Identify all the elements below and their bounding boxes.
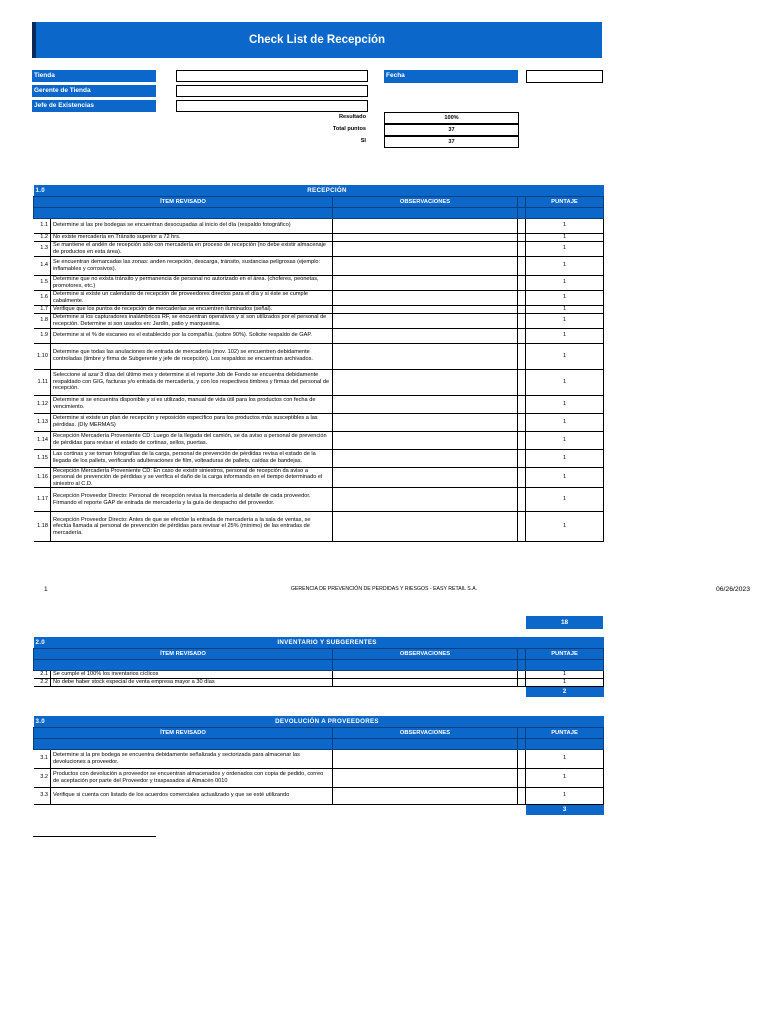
- observation-cell[interactable]: [333, 290, 518, 305]
- spacer-cell: [518, 313, 526, 328]
- col-item-revisado: ÍTEM REVISADO: [34, 648, 333, 659]
- score-cell[interactable]: 1: [526, 290, 604, 305]
- table-row: [34, 313, 604, 328]
- col-spacer: [518, 648, 526, 659]
- col-puntaje: PUNTAJE: [526, 648, 604, 659]
- score-cell[interactable]: 1: [526, 305, 604, 313]
- spacer-cell: [518, 233, 526, 241]
- footer-date: 06/26/2023: [715, 586, 750, 593]
- item-text: Verifique si cuenta con listado de los acuerdos comerciales actualizado y que se esté utilizando: [51, 787, 333, 804]
- spacer-cell: [518, 256, 526, 275]
- item-text: Determine si el % de escaneo es el establecido por la compañía. (sobre 90%). Solicite respaldo de GAP.: [51, 328, 333, 343]
- item-text: Determine si existe un plan de recepción y reposición específico para los productos más susceptibles a las pérdidas. (DIy MERMAS): [51, 413, 333, 431]
- item-text: Se mantiene el andén de recepción sólo con mercadería en proceso de recepción (no debe existir almacenaje de productos en esta área).: [51, 241, 333, 256]
- item-number: 1.7: [34, 305, 51, 313]
- table-row: [34, 431, 604, 449]
- observation-cell[interactable]: [333, 233, 518, 241]
- input-tienda[interactable]: [176, 70, 368, 82]
- observation-cell[interactable]: [333, 256, 518, 275]
- summary-value-total-puntos: 37: [384, 124, 519, 136]
- label-gerente-tienda: Gerente de Tienda: [32, 85, 156, 97]
- col-observaciones: OBSERVACIONES: [333, 196, 518, 207]
- item-number: 1.2: [34, 233, 51, 241]
- summary-label-si: SI: [360, 138, 366, 144]
- observation-cell[interactable]: [333, 328, 518, 343]
- spacer-cell: [518, 218, 526, 233]
- item-text: No existe mercadería en Tránsito superior a 72 hrs.: [51, 233, 333, 241]
- item-number: 1.15: [34, 449, 51, 467]
- input-fecha[interactable]: [526, 70, 603, 83]
- footer-company: GERENCIA DE PREVENCIÓN DE PERDIDAS Y RIESGOS - EASY RETAIL S.A.: [290, 586, 478, 592]
- section-header: [34, 185, 604, 196]
- observation-cell[interactable]: [333, 413, 518, 431]
- footer-page-number: 1: [44, 586, 48, 593]
- item-number: 1.11: [34, 369, 51, 395]
- table-row: [34, 369, 604, 395]
- score-cell[interactable]: 1: [526, 749, 604, 768]
- score-cell[interactable]: 1: [526, 256, 604, 275]
- table-row: [34, 275, 604, 290]
- score-cell[interactable]: 1: [526, 313, 604, 328]
- label-tienda: Tienda: [32, 70, 156, 82]
- col-puntaje: PUNTAJE: [526, 727, 604, 738]
- summary-value-si: 37: [384, 136, 519, 148]
- score-cell[interactable]: 1: [526, 467, 604, 488]
- score-cell[interactable]: 1: [526, 233, 604, 241]
- observation-cell[interactable]: [333, 313, 518, 328]
- table-row: [34, 749, 604, 768]
- title-accent-bar: [32, 22, 36, 58]
- score-cell[interactable]: 1: [526, 369, 604, 395]
- col-item-revisado: ÍTEM REVISADO: [34, 727, 333, 738]
- summary-value-resultado: 100%: [384, 112, 519, 124]
- section-total-recepcion: 18: [526, 616, 603, 629]
- section-inventario: [33, 637, 604, 697]
- item-number: 2.2: [34, 678, 51, 686]
- section-title: RECEPCIÓN: [51, 185, 604, 196]
- table-row: [34, 488, 604, 512]
- score-cell[interactable]: 1: [526, 488, 604, 512]
- col-item-revisado: ÍTEM REVISADO: [34, 196, 333, 207]
- observation-cell[interactable]: [333, 369, 518, 395]
- item-number: 1.13: [34, 413, 51, 431]
- spacer-cell: [518, 431, 526, 449]
- spacer-cell: [518, 328, 526, 343]
- item-number: 1.17: [34, 488, 51, 512]
- section-number: 1.0: [34, 185, 51, 196]
- observation-cell[interactable]: [333, 305, 518, 313]
- item-text: No debe haber stock especial de venta empresa mayor a 30 días: [51, 678, 333, 686]
- item-text: Se cumple el 100% los inventarios cíclicos: [51, 670, 333, 678]
- signature-line: [33, 836, 156, 837]
- summary-label-resultado: Resultado: [338, 114, 366, 120]
- observation-cell[interactable]: [333, 241, 518, 256]
- table-row: [34, 328, 604, 343]
- score-cell[interactable]: 1: [526, 218, 604, 233]
- col-spacer: [518, 727, 526, 738]
- column-header-row: [34, 727, 604, 738]
- input-gerente-tienda[interactable]: [176, 85, 368, 97]
- observation-cell[interactable]: [333, 678, 518, 686]
- table-row: [34, 343, 604, 369]
- column-header-row: [34, 196, 604, 207]
- item-number: 1.18: [34, 512, 51, 542]
- observation-cell[interactable]: [333, 343, 518, 369]
- observation-cell[interactable]: [333, 218, 518, 233]
- score-cell[interactable]: 1: [526, 431, 604, 449]
- column-header-row: [34, 648, 604, 659]
- score-cell[interactable]: 1: [526, 413, 604, 431]
- item-number: 1.3: [34, 241, 51, 256]
- spacer-cell: [518, 241, 526, 256]
- table-row: [34, 768, 604, 787]
- spacer-cell: [518, 395, 526, 413]
- table-row: [34, 256, 604, 275]
- item-text: Determine si las pre bodegas se encuentran desocupadas al inicio del día (respaldo fotográfico): [51, 218, 333, 233]
- col-observaciones: OBSERVACIONES: [333, 727, 518, 738]
- item-number: 1.4: [34, 256, 51, 275]
- spacer-cell: [518, 670, 526, 678]
- item-number: 1.14: [34, 431, 51, 449]
- blank-header-row: [34, 738, 604, 749]
- spacer-cell: [518, 305, 526, 313]
- section-total: 2: [526, 686, 604, 697]
- score-cell[interactable]: 1: [526, 328, 604, 343]
- item-text: Seleccione al azar 3 días del último mes y determine si el reporte Job de Fondo se encuentra debidamente respaldado con GIG, facturas y/o entrada de mercadería, y con los respectivos timbres y firmas del personal de recepción.: [51, 369, 333, 395]
- score-cell[interactable]: 1: [526, 670, 604, 678]
- item-number: 3.1: [34, 749, 51, 768]
- table-row: [34, 290, 604, 305]
- spacer-cell: [518, 467, 526, 488]
- spacer-cell: [518, 449, 526, 467]
- spacer-cell: [518, 488, 526, 512]
- item-text: Recepción Proveedor Directo: Personal de recepción revisa la mercadería al detalle de cada proveedor. Firmando el reporte GAP de entrada de mercadería y la guía de despacho del proveedor.: [51, 488, 333, 512]
- observation-cell[interactable]: [333, 512, 518, 542]
- blank-header-row: [34, 659, 604, 670]
- item-text: Determine si se encuentra disponible y si es utilizado, manual de vida útil para los productos con fecha de vencimiento.: [51, 395, 333, 413]
- table-row: [34, 678, 604, 686]
- spacer-cell: [518, 343, 526, 369]
- item-number: 1.5: [34, 275, 51, 290]
- score-cell[interactable]: 1: [526, 768, 604, 787]
- item-text: Recepción Mercadería Proveniente CD: En caso de existir siniestros, personal de recepción da aviso a personal de prevención de pérdidas y se verifica el daño de la carga informando en el tiempo determinado el siniestro al C.D.: [51, 467, 333, 488]
- score-cell[interactable]: 1: [526, 449, 604, 467]
- score-cell[interactable]: 1: [526, 787, 604, 804]
- observation-cell[interactable]: [333, 768, 518, 787]
- page-title: Check List de Recepción: [32, 22, 602, 58]
- score-cell[interactable]: 1: [526, 512, 604, 542]
- col-puntaje: PUNTAJE: [526, 196, 604, 207]
- section-title: DEVOLUCIÓN A PROVEEDORES: [51, 716, 604, 727]
- spacer-cell: [518, 413, 526, 431]
- score-cell[interactable]: 1: [526, 395, 604, 413]
- spacer-cell: [518, 768, 526, 787]
- section-header: [34, 637, 604, 648]
- score-cell[interactable]: 1: [526, 343, 604, 369]
- table-row: [34, 413, 604, 431]
- table-row: [34, 512, 604, 542]
- table-row: [34, 395, 604, 413]
- observation-cell[interactable]: [333, 449, 518, 467]
- item-text: Productos con devolución a proveedor se encuentran almacenados y ordenados con copia de pedido, correo de aceptación por parte del Proveedor y traspasados al Almacén 0010: [51, 768, 333, 787]
- item-text: Determine si los capturadores inalámbricos RF, se encuentran operativos y si son utilizados por el personal de recepción. Determine si son usados en: Jardín, patio y marquesina.: [51, 313, 333, 328]
- section-total: 3: [526, 804, 604, 815]
- table-row: [34, 787, 604, 804]
- item-number: 1.12: [34, 395, 51, 413]
- item-text: Recepción Mercadería Proveniente CD: Luego de la llegada del camión, se da aviso a personal de prevención de pérdidas para revisar el estado de cortinas, sellos, puertas.: [51, 431, 333, 449]
- section-header: [34, 716, 604, 727]
- item-number: 3.2: [34, 768, 51, 787]
- section-number: 2.0: [34, 637, 51, 648]
- spacer-cell: [518, 369, 526, 395]
- blank-header-row: [34, 207, 604, 218]
- section-recepcion: [33, 185, 604, 542]
- summary-label-total-puntos: Total puntos: [332, 126, 366, 132]
- observation-cell[interactable]: [333, 670, 518, 678]
- spacer-cell: [518, 749, 526, 768]
- section-total-row: [34, 686, 604, 697]
- item-number: 1.16: [34, 467, 51, 488]
- observation-cell[interactable]: [333, 787, 518, 804]
- table-row: [34, 233, 604, 241]
- score-cell[interactable]: 1: [526, 678, 604, 686]
- spacer-cell: [518, 787, 526, 804]
- score-cell[interactable]: 1: [526, 241, 604, 256]
- item-number: 2.1: [34, 670, 51, 678]
- item-text: Determine que todas las anulaciones de entrada de mercadería (mov. 102) se encuentren debidamente controladas (timbre y firma de Subgerente y jefe de recepción). Los respaldos se encuentran archivados.: [51, 343, 333, 369]
- table-row: [34, 218, 604, 233]
- table-row: [34, 670, 604, 678]
- observation-cell[interactable]: [333, 275, 518, 290]
- table-row: [34, 241, 604, 256]
- label-fecha: Fecha: [384, 70, 518, 83]
- observation-cell[interactable]: [333, 488, 518, 512]
- score-cell[interactable]: 1: [526, 275, 604, 290]
- table-row: [34, 305, 604, 313]
- item-text: Recepción Proveedor Directo: Antes de que se efectúe la entrada de mercadería a la sala de ventas, se efectúa llamada al personal de prevención de pérdidas para revisar el 25% (mínimo) de las entradas de mercadería.: [51, 512, 333, 542]
- table-row: [34, 449, 604, 467]
- item-text: Determine que no exista tránsito y permanencia de personal no autorizado en el área. (choferes, peonetas, promotores, etc.): [51, 275, 333, 290]
- section-total-row: [34, 804, 604, 815]
- item-number: 1.9: [34, 328, 51, 343]
- observation-cell[interactable]: [333, 395, 518, 413]
- input-jefe-existencias[interactable]: [176, 100, 368, 112]
- label-jefe-existencias: Jefe de Existencias: [32, 100, 156, 112]
- item-text: Determine si existe un calendario de recepción de proveedores directos para el día y si éste se cumple cabalmente.: [51, 290, 333, 305]
- section-devolucion: [33, 716, 604, 815]
- item-number: 1.8: [34, 313, 51, 328]
- col-observaciones: OBSERVACIONES: [333, 648, 518, 659]
- spacer-cell: [518, 512, 526, 542]
- item-text: Se encuentran demarcadas las zonas: anden recepción, descarga, tránsito, sustancias peligrosas (ejemplo: inflamables y corrosivos).: [51, 256, 333, 275]
- section-title: INVENTARIO Y SUBGERENTES: [51, 637, 604, 648]
- observation-cell[interactable]: [333, 467, 518, 488]
- item-number: 1.10: [34, 343, 51, 369]
- section-number: 3.0: [34, 716, 51, 727]
- spacer-cell: [518, 275, 526, 290]
- item-number: 3.3: [34, 787, 51, 804]
- item-number: 1.1: [34, 218, 51, 233]
- item-text: Verifique que los puntos de recepción de mercaderías se encuentren iluminados (señal).: [51, 305, 333, 313]
- table-row: [34, 467, 604, 488]
- item-number: 1.6: [34, 290, 51, 305]
- item-text: Las cortinas y se toman fotografías de la carga, personal de prevención de pérdidas revisa el estado de la llegada de los pallets, verificando adulteraciones de film, volteaduras de pallets, caídas de bandejas.: [51, 449, 333, 467]
- spacer-cell: [518, 678, 526, 686]
- observation-cell[interactable]: [333, 431, 518, 449]
- item-text: Determine si la pre bodega se encuentra debidamente señalizada y sectorizada para almacenar las devoluciones a proveedor.: [51, 749, 333, 768]
- spacer-cell: [518, 290, 526, 305]
- observation-cell[interactable]: [333, 749, 518, 768]
- col-spacer: [518, 196, 526, 207]
